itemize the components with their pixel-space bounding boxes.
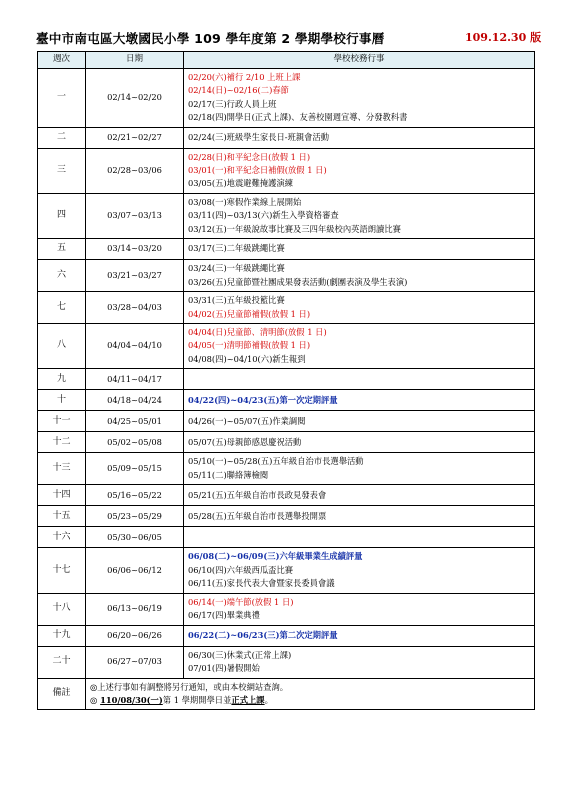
table-header-row [38, 52, 535, 69]
note-content [86, 678, 535, 710]
week-number: 十 [38, 390, 86, 411]
week-events [184, 260, 535, 292]
week-date-range: 06/27~07/03 [86, 646, 184, 678]
event-item: 04/08(四)~04/10(六)新生報到 [188, 353, 306, 364]
event-item: 03/05(五)地震避難掩護演練 [188, 178, 294, 189]
calendar-row [38, 625, 535, 646]
week-number: 八 [38, 324, 86, 369]
calendar-row [38, 324, 535, 369]
week-events [184, 292, 535, 324]
event-item: 06/14(一)端午節(放假 1 日) [188, 596, 294, 607]
event-item: 02/20(六)補行 2/10 上班上課 [188, 72, 301, 82]
event-item: 07/01(四)暑假開始 [188, 663, 260, 673]
event-item: 04/04(日)兒童節、清明節(放假 1 日) [188, 327, 327, 338]
event-item: 02/24(三)班級學生家長日-班親會活動 [188, 131, 330, 142]
note-line-2-emph: 正式上課 [231, 694, 265, 705]
week-date-range: 02/14~02/20 [86, 69, 184, 128]
calendar-row [38, 548, 535, 593]
week-events [184, 390, 535, 411]
event-item: 03/26(五)兒童節暨社團成果發表活動(劇團表演及學生表演) [188, 276, 408, 287]
document-title [36, 26, 542, 46]
event-item: 03/08(一)寒假作業線上展開始 [188, 196, 302, 207]
week-events [184, 127, 535, 148]
version-label: 109.12.30 版 [465, 31, 542, 44]
note-line-2-date: 110/08/30(一) [100, 694, 163, 705]
event-item: 03/12(五)一年級說故事比賽及三四年級校內英語朗讀比賽 [188, 223, 401, 234]
table-body [38, 69, 535, 679]
week-number: 三 [38, 148, 86, 193]
week-date-range: 03/28~04/03 [86, 292, 184, 324]
calendar-row [38, 127, 535, 148]
note-label: 備註 [38, 678, 86, 710]
week-number: 四 [38, 193, 86, 238]
calendar-row [38, 506, 535, 527]
week-events [184, 324, 535, 369]
week-number: 十二 [38, 432, 86, 453]
week-date-range: 03/21~03/27 [86, 260, 184, 292]
calendar-row [38, 239, 535, 260]
week-number: 十六 [38, 527, 86, 548]
event-item: 02/17(三)行政人員上班 [188, 98, 277, 109]
calendar-row [38, 292, 535, 324]
event-item: 03/17(三)二年級跳繩比賽 [188, 243, 285, 254]
calendar-row [38, 432, 535, 453]
week-number: 十一 [38, 411, 86, 432]
event-item: 05/07(五)母親節感恩慶祝活動 [188, 436, 302, 447]
week-number: 七 [38, 292, 86, 324]
calendar-row [38, 390, 535, 411]
note-line-2 [90, 694, 530, 707]
event-item: 03/24(三)一年級跳繩比賽 [188, 263, 285, 274]
event-item: 04/02(五)兒童節補假(放假 1 日) [188, 308, 311, 319]
event-item: 03/31(三)五年級投籃比賽 [188, 295, 285, 306]
event-item: 04/05(一)清明節補假(放假 1 日) [188, 340, 311, 351]
week-number: 五 [38, 239, 86, 260]
week-events [184, 432, 535, 453]
week-date-range: 06/06~06/12 [86, 548, 184, 593]
week-number: 二 [38, 127, 86, 148]
week-date-range: 06/20~06/26 [86, 625, 184, 646]
week-events [184, 506, 535, 527]
week-date-range: 04/04~04/10 [86, 324, 184, 369]
week-date-range: 05/23~05/29 [86, 506, 184, 527]
week-column-header: 週次 [38, 52, 86, 69]
note-line-2-mid: 第 1 學期開學日並 [162, 694, 232, 705]
week-number: 六 [38, 260, 86, 292]
event-item: 02/28(日)和平紀念日(放假 1 日) [188, 151, 311, 162]
calendar-row [38, 411, 535, 432]
week-number: 十五 [38, 506, 86, 527]
note-line-1: ◎上述行事如有調整將另行通知，或由本校網站查詢。 [90, 681, 289, 692]
week-events [184, 193, 535, 238]
week-events [184, 369, 535, 390]
week-events [184, 625, 535, 646]
event-item: 06/17(四)畢業典禮 [188, 610, 260, 620]
week-date-range: 05/30~06/05 [86, 527, 184, 548]
event-item: 06/11(五)家長代表大會暨家長委員會議 [188, 578, 335, 589]
week-date-range: 02/21~02/27 [86, 127, 184, 148]
note-line-2-prefix: ◎ [90, 694, 101, 705]
week-events [184, 148, 535, 193]
week-events [184, 485, 535, 506]
note-row [38, 678, 535, 710]
calendar-row [38, 593, 535, 625]
event-item: 02/18(四)開學日(正式上課)、友善校園週宣導、分發教科書 [188, 112, 408, 123]
calendar-row [38, 485, 535, 506]
event-item: 05/11(二)聯絡簿檢閱 [188, 469, 269, 480]
week-date-range: 06/13~06/19 [86, 593, 184, 625]
calendar-row [38, 148, 535, 193]
event-item: 03/11(四)~03/13(六)新生入學資格審查 [188, 210, 339, 221]
week-date-range: 03/14~03/20 [86, 239, 184, 260]
week-date-range: 04/11~04/17 [86, 369, 184, 390]
week-events [184, 593, 535, 625]
event-item: 06/22(二)~06/23(三)第二次定期評量 [188, 629, 338, 640]
week-number: 二十 [38, 646, 86, 678]
week-events [184, 453, 535, 485]
week-events [184, 239, 535, 260]
calendar-row [38, 193, 535, 238]
note-line-2-end: 。 [264, 694, 273, 705]
week-number: 一 [38, 69, 86, 128]
week-number: 九 [38, 369, 86, 390]
event-item: 05/28(五)五年級自治市長選舉投開票 [188, 510, 327, 521]
event-item: 05/21(五)五年級自治市長政見發表會 [188, 489, 327, 500]
calendar-row [38, 453, 535, 485]
week-events [184, 527, 535, 548]
event-item: 06/30(三)休業式(正常上課) [188, 649, 292, 660]
calendar-row [38, 69, 535, 128]
calendar-row [38, 260, 535, 292]
week-events [184, 411, 535, 432]
event-item: 06/08(二)~06/09(三)六年級畢業生成績評量 [188, 551, 363, 562]
week-date-range: 03/07~03/13 [86, 193, 184, 238]
event-item: 03/01(一)和平紀念日補假(放假 1 日) [188, 165, 327, 176]
calendar-row [38, 646, 535, 678]
calendar-row [38, 527, 535, 548]
week-number: 十七 [38, 548, 86, 593]
date-column-header: 日期 [86, 52, 184, 69]
week-date-range: 05/02~05/08 [86, 432, 184, 453]
event-item: 05/10(一)~05/28(五)五年級自治市長選舉活動 [188, 456, 364, 467]
event-item: 06/10(四)六年級西瓜盃比賽 [188, 564, 294, 575]
week-events [184, 69, 535, 128]
week-number: 十四 [38, 485, 86, 506]
week-date-range: 02/28~03/06 [86, 148, 184, 193]
week-events [184, 548, 535, 593]
calendar-title: 臺中市南屯區大墩國民小學 109 學年度第 2 學期學校行事曆 [36, 31, 385, 46]
event-item: 02/14(日)~02/16(二)春節 [188, 85, 289, 96]
week-number: 十三 [38, 453, 86, 485]
event-item: 04/26(一)~05/07(五)作業調閱 [188, 415, 306, 426]
calendar-row [38, 369, 535, 390]
week-number: 十九 [38, 625, 86, 646]
week-date-range: 04/18~04/24 [86, 390, 184, 411]
week-events [184, 646, 535, 678]
week-date-range: 05/16~05/22 [86, 485, 184, 506]
week-date-range: 05/09~05/15 [86, 453, 184, 485]
events-column-header: 學校校務行事 [184, 52, 535, 69]
event-item: 04/22(四)~04/23(五)第一次定期評量 [188, 394, 338, 405]
week-number: 十八 [38, 593, 86, 625]
school-calendar-table [37, 51, 535, 710]
week-date-range: 04/25~05/01 [86, 411, 184, 432]
